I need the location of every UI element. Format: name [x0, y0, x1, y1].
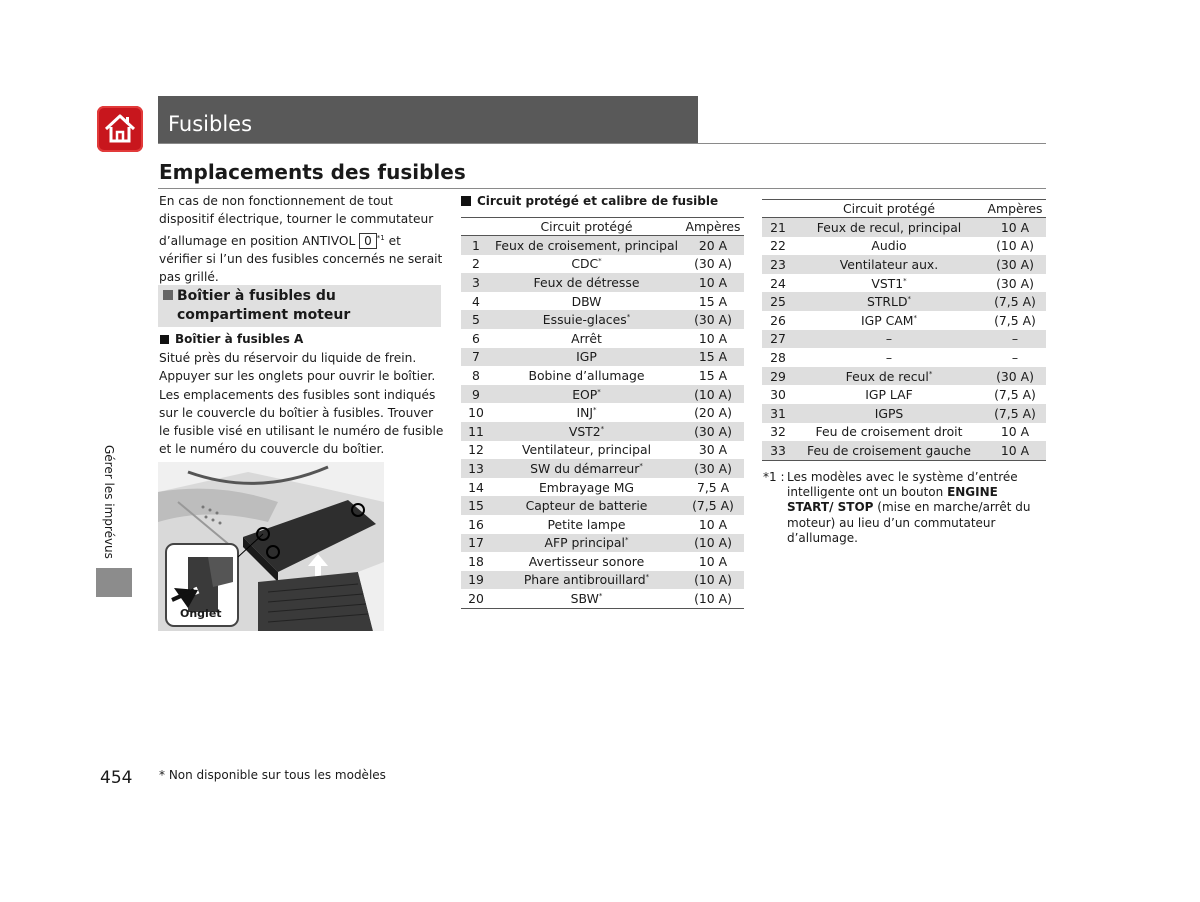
availability-star: *	[624, 536, 629, 545]
fuse-number-text: 28	[770, 349, 786, 365]
intro-text-1: En cas de non fonctionnement de tout dispositif électrique, tourner le commutateur d’allumage en position ANTIVOL	[159, 194, 434, 248]
header-divider	[158, 143, 1046, 144]
fuse-number	[762, 385, 794, 404]
fuse-circuit	[491, 552, 682, 571]
section-divider	[158, 188, 1046, 189]
fuse-number-text: 25	[770, 294, 786, 310]
fuse-number	[762, 292, 794, 311]
fuse-circuit-text: VST2	[568, 423, 601, 439]
fuse-circuit	[491, 329, 682, 348]
table-row	[762, 367, 1046, 386]
fuse-circuit	[491, 385, 682, 404]
fuse-amperage-text: 20 A	[698, 237, 728, 253]
fuse-amperage-text: (30 A)	[694, 423, 732, 439]
col-amps: Ampères	[682, 218, 744, 236]
photo-label-onglet: Onglet	[180, 607, 222, 620]
fuse-number-text: 8	[472, 367, 480, 383]
fuse-number-text: 23	[770, 256, 786, 272]
fuse-circuit-text: IGP LAF	[865, 387, 913, 403]
fuse-amperage	[682, 515, 744, 534]
fuse-amperage	[682, 273, 744, 292]
fuse-amperage-text: 10 A	[698, 516, 728, 532]
fuse-circuit-text: Embrayage MG	[538, 479, 635, 495]
fuse-circuit	[794, 385, 984, 404]
fuse-number	[762, 255, 794, 274]
intro-text-2: et vérifier si l’un des fusibles concernés ne serait pas grillé.	[159, 233, 443, 285]
fuse-circuit	[491, 273, 682, 292]
fuse-number-text: 27	[770, 331, 786, 347]
col-circuit: Circuit protégé	[794, 200, 984, 218]
fuse-circuit-text: SBW	[570, 591, 599, 607]
fuse-circuit	[794, 367, 984, 386]
fuse-number-text: 18	[468, 553, 484, 569]
fuse-amperage-text: (7,5 A)	[994, 405, 1036, 421]
fuse-circuit	[491, 292, 682, 311]
fuse-amperage	[682, 310, 744, 329]
table-row	[461, 255, 744, 274]
fuse-circuit-text: Ventilateur aux.	[839, 256, 939, 272]
table-row	[461, 459, 744, 478]
fuse-number-text: 7	[472, 349, 480, 365]
fuse-circuit	[491, 441, 682, 460]
fuse-amperage	[682, 385, 744, 404]
fuse-circuit	[491, 348, 682, 367]
fuse-circuit	[794, 330, 984, 349]
col-num	[461, 218, 491, 236]
table-row	[461, 403, 744, 422]
fuse-number-text: 20	[468, 591, 484, 607]
fuse-amperage	[682, 589, 744, 608]
fuse-number	[461, 478, 491, 497]
fuse-amperage	[984, 385, 1046, 404]
col-num	[762, 200, 794, 218]
fuse-amperage	[682, 552, 744, 571]
fuse-number-text: 4	[472, 293, 480, 309]
fuse-amperage	[682, 478, 744, 497]
fuse-amperage-text: 15 A	[698, 367, 728, 383]
fuse-circuit-text: IGP CAM	[861, 312, 914, 328]
availability-star: *	[598, 257, 602, 266]
fuse-number	[461, 422, 491, 441]
table-row	[762, 404, 1046, 423]
availability-star: *	[903, 276, 907, 285]
table-row	[762, 348, 1046, 367]
fuse-circuit-text: CDC	[571, 256, 599, 272]
table-row	[762, 441, 1046, 460]
fuse-number	[461, 292, 491, 311]
fuse-amperage-text: 10 A	[698, 553, 728, 569]
fuse-circuit	[794, 441, 984, 460]
fuse-amperage-text: 15 A	[698, 293, 728, 309]
fuse-number	[461, 255, 491, 274]
fuse-amperage	[682, 459, 744, 478]
fuse-number-text: 2	[472, 256, 480, 272]
fuse-number	[461, 571, 491, 590]
fuse-number	[461, 236, 491, 255]
fuse-circuit	[794, 255, 984, 274]
fuse-amperage	[682, 348, 744, 367]
fuse-number	[461, 459, 491, 478]
fuse-number-text: 10	[468, 405, 484, 421]
fuse-number-text: 29	[770, 368, 786, 384]
fuse-number	[461, 403, 491, 422]
fuse-amperage-text: 30 A	[698, 442, 728, 458]
table-title-bullet	[461, 196, 471, 206]
table-row	[461, 478, 744, 497]
fuse-circuit-text: IGPS	[874, 405, 904, 421]
fuse-circuit	[491, 478, 682, 497]
fuse-amperage	[984, 292, 1046, 311]
side-chapter-label	[102, 445, 129, 565]
availability-star: *	[645, 573, 650, 582]
fuse-amperage-text: (20 A)	[694, 405, 732, 421]
fuse-number	[762, 423, 794, 442]
fuse-circuit-text: Bobine d’allumage	[528, 367, 645, 383]
fuse-amperage	[984, 367, 1046, 386]
fuse-box-photo	[158, 462, 384, 631]
fuse-number-text: 31	[770, 405, 786, 421]
subsection-title: Boîtier à fusibles du compartiment moteur	[177, 288, 351, 323]
availability-star: *	[913, 313, 917, 322]
fuse-table-1	[461, 217, 744, 609]
fuse-amperage-text: 7,5 A	[696, 479, 730, 495]
fuse-number	[762, 218, 794, 237]
fuse-amperage	[682, 441, 744, 460]
fuse-number	[461, 441, 491, 460]
fuse-number-text: 30	[770, 387, 786, 403]
box-a-title: Boîtier à fusibles A	[175, 332, 304, 346]
fuse-number	[461, 310, 491, 329]
fuse-number-text: 32	[770, 424, 786, 440]
fuse-circuit	[491, 236, 682, 255]
table-row	[461, 496, 744, 515]
fuse-amperage	[984, 423, 1046, 442]
fuse-amperage	[682, 236, 744, 255]
fuse-amperage-text: (7,5 A)	[994, 312, 1036, 328]
fuse-number-text: 24	[770, 275, 786, 291]
fuse-table-2	[762, 199, 1046, 461]
table-row	[461, 273, 744, 292]
table-row	[762, 423, 1046, 442]
fuse-number-text: 21	[770, 219, 786, 235]
fuse-amperage-text: (7,5 A)	[994, 294, 1036, 310]
fuse-amperage	[984, 311, 1046, 330]
fuse-number	[461, 385, 491, 404]
table-row	[762, 330, 1046, 349]
fuse-circuit-text: IGP	[576, 349, 597, 365]
fuse-amperage-text: (10 A)	[694, 386, 732, 402]
fuse-number-text: 5	[472, 312, 480, 328]
home-button[interactable]	[97, 106, 143, 152]
fuse-circuit-text: Capteur de batterie	[525, 498, 648, 514]
page-footnote: * Non disponible sur tous les modèles	[159, 768, 386, 782]
fuse-circuit-text: Phare antibrouillard	[523, 572, 646, 588]
table-row	[461, 236, 744, 255]
fuse-circuit-text: DBW	[571, 293, 602, 309]
fuse-number-text: 12	[468, 442, 484, 458]
fuse-amperage-text: (30 A)	[694, 256, 732, 272]
fuse-circuit	[491, 366, 682, 385]
fuse-amperage-text: 10 A	[698, 330, 728, 346]
table-row	[762, 218, 1046, 237]
fuse-circuit	[794, 237, 984, 256]
footnote-1	[763, 470, 1048, 546]
table-row	[461, 534, 744, 553]
fuse-amperage	[682, 571, 744, 590]
fuse-amperage-text: (30 A)	[996, 368, 1034, 384]
fuse-amperage-text: (30 A)	[694, 312, 732, 328]
fuse-amperage	[984, 274, 1046, 293]
fuse-circuit-text: STRLD	[867, 294, 908, 310]
home-icon	[97, 106, 143, 152]
fuse-circuit	[794, 292, 984, 311]
fuse-number	[461, 496, 491, 515]
fuse-circuit	[491, 255, 682, 274]
col-circuit: Circuit protégé	[491, 218, 682, 236]
table-row	[461, 552, 744, 571]
page-title: Fusibles	[168, 112, 253, 136]
table-row	[762, 385, 1046, 404]
fuse-amperage-text: (10 A)	[996, 238, 1034, 254]
fuse-amperage	[984, 348, 1046, 367]
table-row	[461, 366, 744, 385]
fuse-circuit-text: VST1	[871, 275, 904, 291]
fuse-circuit	[794, 311, 984, 330]
fuse-number-text: 3	[472, 274, 480, 290]
fuse-amperage-text: (10 A)	[694, 572, 732, 588]
fuse-number	[461, 273, 491, 292]
fuse-circuit-text: SW du démarreur	[530, 460, 640, 476]
fuse-amperage	[984, 404, 1046, 423]
fuse-number-text: 22	[770, 238, 786, 254]
fuse-amperage	[682, 403, 744, 422]
fuse-circuit-text: Feu de croisement droit	[815, 424, 963, 440]
fuse-number	[461, 589, 491, 608]
fuse-circuit	[491, 534, 682, 553]
fuse-number-text: 15	[468, 498, 484, 514]
fuse-number	[461, 552, 491, 571]
fuse-amperage	[682, 496, 744, 515]
fuse-amperage-text: –	[1011, 349, 1019, 365]
fuse-circuit	[491, 459, 682, 478]
fuse-number-text: 19	[468, 572, 484, 588]
availability-star: *	[626, 313, 631, 322]
availability-star: *	[598, 591, 603, 600]
side-chapter-tab[interactable]	[96, 568, 132, 597]
fuse-amperage-text: 15 A	[698, 349, 728, 365]
fuse-circuit	[794, 404, 984, 423]
fuse-amperage	[682, 292, 744, 311]
table-title: Circuit protégé et calibre de fusible	[477, 194, 719, 208]
table-row	[461, 571, 744, 590]
table-row	[762, 237, 1046, 256]
fuse-amperage-text: (10 A)	[694, 591, 732, 607]
fuse-circuit-text: Avertisseur sonore	[528, 553, 645, 569]
fuse-circuit-text: Audio	[871, 238, 907, 254]
fuse-number	[762, 367, 794, 386]
page-number: 454	[100, 768, 133, 788]
fuse-circuit-text: EOP	[572, 386, 598, 402]
intro-paragraph	[159, 192, 444, 287]
fuse-number	[762, 274, 794, 293]
box-a-bullet	[160, 335, 169, 344]
availability-star: *	[639, 461, 643, 470]
box-a-description: Situé près du réservoir du liquide de frein. Appuyer sur les onglets pour ouvrir le boîtier. Les emplacements des fusibles sont indiqués sur le couvercle du boîtier à fusibles. Trouver le fusible visé en utilisant le numéro de fusible et le numéro du couvercle du boîtier.	[159, 351, 444, 457]
availability-star: *	[597, 387, 601, 396]
fuse-circuit-text: Petite lampe	[547, 516, 626, 532]
fuse-circuit	[794, 348, 984, 367]
footnote-1-text-a: Les modèles avec le système d’entrée intelligente ont un bouton	[787, 470, 1018, 500]
fuse-circuit	[491, 589, 682, 608]
table-row	[461, 329, 744, 348]
fuse-number-text: 1	[472, 237, 480, 253]
fuse-amperage	[682, 329, 744, 348]
fuse-circuit-text: Arrêt	[571, 330, 602, 346]
col-amps: Ampères	[984, 200, 1046, 218]
fuse-number-text: 33	[770, 442, 786, 458]
fuse-circuit	[491, 515, 682, 534]
fuse-number	[461, 515, 491, 534]
fuse-circuit	[491, 496, 682, 515]
availability-star: *	[907, 295, 911, 304]
fuse-amperage	[984, 441, 1046, 460]
side-chapter-text: Gérer les imprévus	[102, 445, 116, 559]
table-row	[461, 292, 744, 311]
fuse-number-text: 6	[472, 330, 480, 346]
table-row	[461, 589, 744, 608]
fuse-number	[461, 348, 491, 367]
footnote-1-button-name: ENGINE START/ STOP	[787, 485, 998, 515]
fuse-circuit-text: Feux de recul, principal	[816, 219, 962, 235]
table-row	[461, 310, 744, 329]
antivol-key-symbol: 0	[359, 233, 377, 249]
fuse-number	[461, 329, 491, 348]
fuse-amperage-text: 10 A	[1000, 219, 1030, 235]
fuse-circuit-text: Feu de croisement gauche	[807, 442, 971, 458]
fuse-amperage	[984, 218, 1046, 237]
fuse-circuit-text: Feux de détresse	[533, 274, 640, 290]
fuse-number	[762, 404, 794, 423]
fuse-circuit-text: –	[885, 331, 893, 347]
table-row	[461, 441, 744, 460]
table-row	[762, 255, 1046, 274]
fuse-amperage	[682, 534, 744, 553]
fuse-circuit	[491, 403, 682, 422]
fuse-amperage-text: 10 A	[698, 274, 728, 290]
fuse-amperage-text: 10 A	[1000, 442, 1030, 458]
fuse-amperage-text: (7,5 A)	[692, 498, 734, 514]
table-row	[762, 274, 1046, 293]
fuse-amperage-text: (30 A)	[694, 460, 732, 476]
fuse-number-text: 14	[468, 479, 484, 495]
fuse-circuit	[491, 422, 682, 441]
fuse-number-text: 16	[468, 516, 484, 532]
fuse-number-text: 26	[770, 312, 786, 328]
fuse-amperage	[682, 366, 744, 385]
availability-star: *	[593, 406, 597, 415]
fuse-circuit	[794, 423, 984, 442]
fuse-number	[762, 348, 794, 367]
fuse-amperage-text: 10 A	[1000, 424, 1030, 440]
fuse-circuit	[794, 218, 984, 237]
fuse-number	[762, 237, 794, 256]
fuse-circuit-text: –	[885, 349, 893, 365]
fuse-circuit-text: Feux de recul	[845, 368, 929, 384]
fuse-number	[762, 330, 794, 349]
fuse-circuit	[491, 310, 682, 329]
fuse-number	[461, 534, 491, 553]
table-row	[461, 348, 744, 367]
table-row	[461, 422, 744, 441]
fuse-number-text: 17	[468, 535, 484, 551]
fuse-circuit-text: AFP principal	[544, 535, 625, 551]
availability-star: *	[600, 424, 605, 433]
fuse-amperage	[984, 330, 1046, 349]
fuse-circuit-text: INJ	[576, 405, 594, 421]
footnote-1-text-b: (mise en marche/arrêt du moteur) au lieu d’un commutateur d’allumage.	[787, 500, 1031, 545]
section-title: Emplacements des fusibles	[159, 160, 466, 184]
fuse-amperage	[682, 255, 744, 274]
availability-star: *	[928, 369, 933, 378]
fuse-number-text: 9	[472, 386, 480, 402]
table-row	[461, 385, 744, 404]
table-row	[762, 292, 1046, 311]
note-ref-1: *1	[376, 233, 385, 242]
fuse-circuit	[491, 571, 682, 590]
fuse-amperage	[682, 422, 744, 441]
subsection-bullet	[163, 290, 173, 300]
fuse-amperage	[984, 237, 1046, 256]
fuse-circuit-text: Ventilateur, principal	[521, 442, 652, 458]
fuse-circuit-text: Essuie-glaces	[542, 312, 627, 328]
table-row	[762, 311, 1046, 330]
table-row	[461, 515, 744, 534]
fuse-number-text: 13	[468, 460, 484, 476]
fuse-amperage-text: (30 A)	[996, 275, 1034, 291]
fuse-number-text: 11	[468, 423, 484, 439]
fuse-number	[762, 441, 794, 460]
fuse-amperage	[984, 255, 1046, 274]
fuse-circuit	[794, 274, 984, 293]
fuse-amperage-text: (30 A)	[996, 256, 1034, 272]
fuse-circuit-text: Feux de croisement, principal	[494, 237, 679, 253]
fuse-number	[461, 366, 491, 385]
fuse-amperage-text: (10 A)	[694, 535, 732, 551]
fuse-amperage-text: –	[1011, 331, 1019, 347]
fuse-number	[762, 311, 794, 330]
footnote-1-tag: *1 :	[763, 470, 785, 484]
fuse-amperage-text: (7,5 A)	[994, 387, 1036, 403]
